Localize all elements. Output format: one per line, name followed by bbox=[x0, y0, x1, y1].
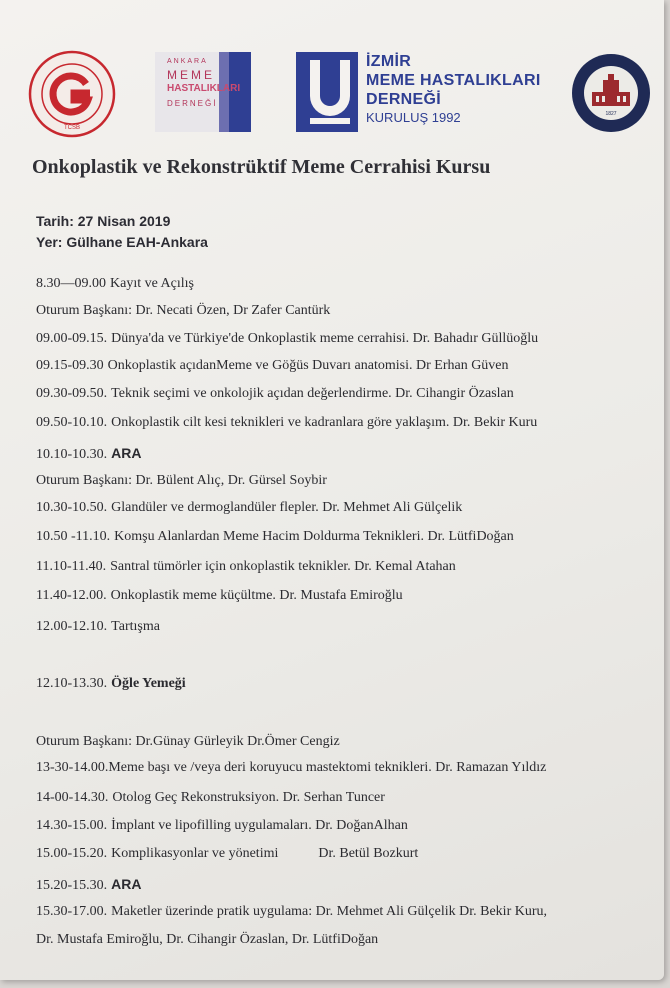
program-row bbox=[36, 760, 666, 776]
program-time: 11.40-12.00. bbox=[36, 588, 107, 603]
izmir-logo-line2: MEME HASTALIKLARI bbox=[366, 72, 541, 89]
program-row bbox=[36, 331, 666, 347]
program-row bbox=[36, 619, 666, 635]
program-speaker: Dr. Betül Bozkurt bbox=[318, 846, 419, 861]
program-row bbox=[36, 846, 666, 862]
program-time: 10.30-10.50. bbox=[36, 500, 108, 515]
program-time: 14.30-15.00. bbox=[36, 818, 108, 833]
program-row bbox=[36, 276, 666, 292]
break-label: ARA bbox=[111, 445, 142, 461]
program-time: 11.10-11.40. bbox=[36, 559, 107, 574]
izmir-logo-line1: İZMİR bbox=[366, 53, 412, 70]
program-time: 09.00-09.15. bbox=[36, 331, 108, 346]
ankara-meme-logo bbox=[155, 52, 251, 132]
program-text: Dr. Mustafa Emiroğlu, Dr. Cihangir Özaslan, Dr. LütfiDoğan bbox=[36, 932, 379, 947]
program-row bbox=[36, 676, 666, 692]
session-chair: Oturum Başkanı: Dr.Günay Gürleyik Dr.Ömer Cengiz bbox=[36, 734, 340, 749]
program-row bbox=[36, 415, 666, 431]
event-place: Yer: Gülhane EAH-Ankara bbox=[36, 234, 208, 250]
program-text: Teknik seçimi ve onkolojik açıdan değerlendirme. Dr. Cihangir Özaslan bbox=[111, 386, 514, 401]
program-time: 09.30-09.50. bbox=[36, 386, 108, 401]
program-row bbox=[36, 358, 666, 374]
program-row bbox=[36, 445, 666, 463]
program-time: 12.00-12.10. bbox=[36, 619, 108, 634]
program-row bbox=[36, 303, 666, 319]
program-row bbox=[36, 734, 666, 750]
program-text: Otolog Geç Rekonstruksiyon. Dr. Serhan Tuncer bbox=[112, 790, 385, 805]
ankara-logo-line3: HASTALIKLARI bbox=[167, 83, 241, 94]
program-time: 13-30-14.00. bbox=[36, 760, 109, 775]
izmir-logo-line3: DERNEĞİ bbox=[366, 91, 441, 108]
program-text: Maketler üzerinde pratik uygulama: Dr. Mehmet Ali Gülçelik Dr. Bekir Kuru, bbox=[111, 904, 548, 919]
event-date: Tarih: 27 Nisan 2019 bbox=[36, 213, 171, 229]
program-text: Santral tümörler için onkoplastik teknikler. Dr. Kemal Atahan bbox=[110, 559, 456, 574]
program-row bbox=[36, 876, 666, 894]
program-row bbox=[36, 932, 666, 948]
program-row bbox=[36, 904, 666, 920]
program-time: 10.10-10.30. bbox=[36, 447, 108, 462]
program-text: Meme başı ve /veya deri koruyucu mastektomi teknikleri. Dr. Ramazan Yıldız bbox=[108, 760, 547, 775]
ankara-logo-line1: ANKARA bbox=[167, 58, 208, 65]
page-title: Onkoplastik ve Rekonstrüktif Meme Cerrahisi Kursu bbox=[32, 156, 491, 178]
program-time: 09.50-10.10. bbox=[36, 415, 108, 430]
program-time: 14-00-14.30. bbox=[36, 790, 109, 805]
program-text: Komplikasyonlar ve yönetimi bbox=[111, 846, 279, 861]
program-row bbox=[36, 559, 666, 575]
program-text: İmplant ve lipofilling uygulamaları. Dr. DoğanAlhan bbox=[111, 818, 408, 833]
izmir-logo-line4: KURULUŞ 1992 bbox=[366, 110, 461, 125]
program-row bbox=[36, 588, 666, 604]
program-row bbox=[36, 386, 666, 402]
ankara-logo-line4: DERNEĞİ bbox=[167, 99, 218, 108]
gata-short-label: TCSB bbox=[63, 125, 81, 131]
program-text: Tartışma bbox=[111, 619, 160, 634]
program-row bbox=[36, 790, 666, 806]
izmir-logo-text bbox=[366, 52, 541, 127]
lunch-label: Öğle Yemeği bbox=[111, 676, 186, 691]
program-text: Komşu Alanlardan Meme Hacim Doldurma Teknikleri. Dr. LütfiDoğan bbox=[114, 529, 514, 544]
program-row bbox=[36, 529, 666, 545]
ankara-logo-line2: MEME bbox=[167, 68, 215, 82]
sbu-year: 1827 bbox=[605, 111, 617, 117]
program-text: Onkoplastik cilt kesi teknikleri ve kadranlara göre yaklaşım. Dr. Bekir Kuru bbox=[111, 415, 538, 430]
program-time: 8.30—09.00 bbox=[36, 276, 106, 291]
program-time: 15.20-15.30. bbox=[36, 878, 108, 893]
program-time: 09.15-09.30 bbox=[36, 358, 104, 373]
program-time: 12.10-13.30. bbox=[36, 676, 108, 691]
session-chair: Oturum Başkanı: Dr. Bülent Alıç, Dr. Gürsel Soybir bbox=[36, 473, 327, 488]
program-text: Glandüler ve dermoglandüler flepler. Dr. Mehmet Ali Gülçelik bbox=[111, 500, 463, 515]
break-label: ARA bbox=[111, 876, 142, 892]
program-text: Dünya'da ve Türkiye'de Onkoplastik meme cerrahisi. Dr. Bahadır Güllüoğlu bbox=[111, 331, 539, 346]
program-text: Onkoplastik meme küçültme. Dr. Mustafa Emiroğlu bbox=[110, 588, 403, 603]
session-chair: Oturum Başkanı: Dr. Necati Özen, Dr Zafer Cantürk bbox=[36, 303, 331, 318]
program-text: Kayıt ve Açılış bbox=[110, 276, 194, 291]
izmir-logo-mark bbox=[296, 52, 358, 132]
saglik-bilimleri-logo bbox=[570, 52, 652, 134]
program-row bbox=[36, 473, 666, 489]
program-text: Onkoplastik açıdanMeme ve Göğüs Duvarı anatomisi. Dr Erhan Güven bbox=[107, 358, 509, 373]
program-time: 15.00-15.20. bbox=[36, 846, 108, 861]
program-row bbox=[36, 500, 666, 516]
gulhane-logo bbox=[28, 50, 116, 138]
program-time: 15.30-17.00. bbox=[36, 904, 108, 919]
program-time: 10.50 -11.10. bbox=[36, 529, 111, 544]
program-row bbox=[36, 818, 666, 834]
